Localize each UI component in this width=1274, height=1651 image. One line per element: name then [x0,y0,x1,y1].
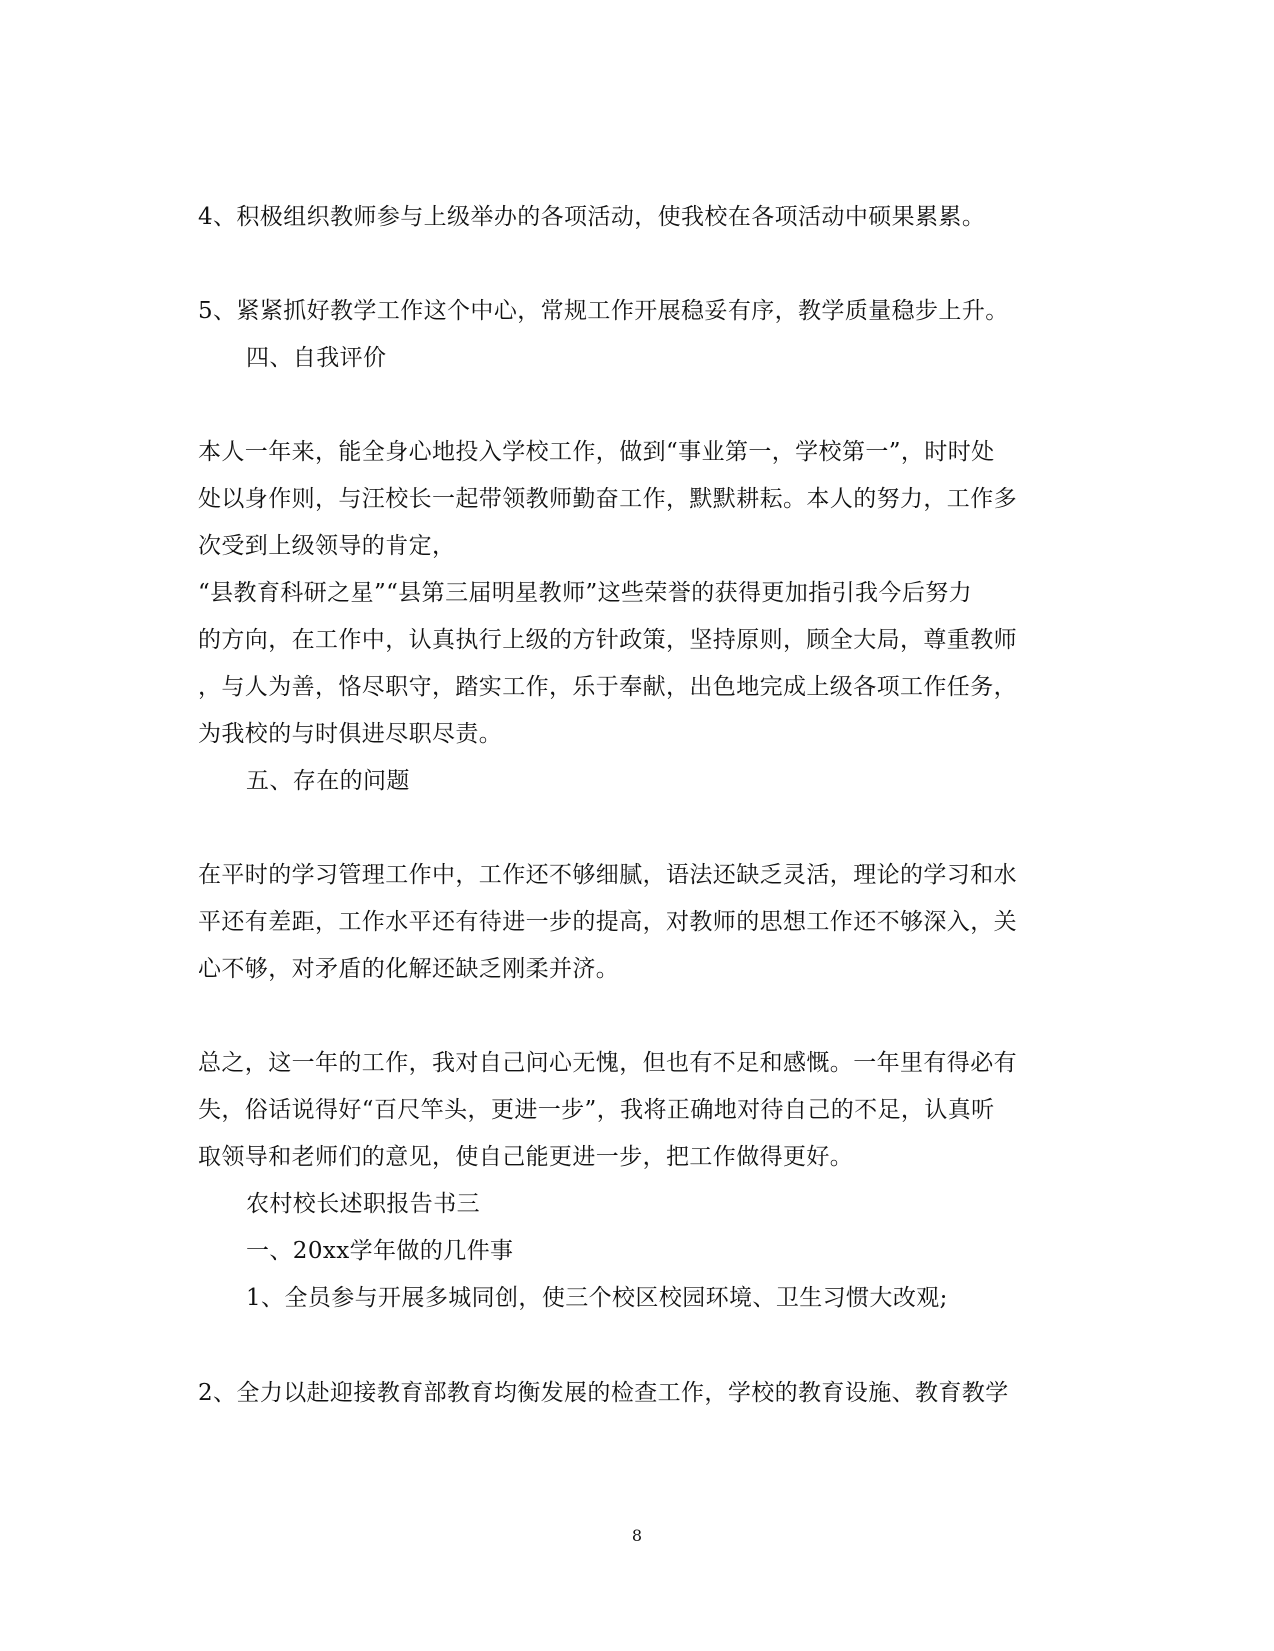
paragraph-line: 本人一年来，能全身心地投入学校工作，做到“事业第一，学校第一”，时时处 [198,439,995,465]
report-title: 农村校长述职报告书三 [246,1191,480,1217]
paragraph-line: 为我校的与时俱进尽职尽责。 [198,721,503,747]
paragraph-line: 在平时的学习管理工作中，工作还不够细腻，语法还缺乏灵活，理论的学习和水 [198,862,1017,888]
paragraph-line: 4、积极组织教师参与上级举办的各项活动，使我校在各项活动中硕果累累。 [198,204,986,230]
paragraph-line: “县教育科研之星”“县第三届明星教师”这些荣誉的获得更加指引我今后努力 [198,580,973,606]
paragraph-line: 次受到上级领导的肯定， [198,533,456,559]
section-heading: 五、存在的问题 [246,768,410,794]
paragraph-line: 心不够，对矛盾的化解还缺乏刚柔并济。 [198,956,620,982]
paragraph-line: ，与人为善，恪尽职守，踏实工作，乐于奉献，出色地完成上级各项工作任务， [198,674,1017,700]
paragraph-line: 取领导和老师们的意见，使自己能更进一步，把工作做得更好。 [198,1144,854,1170]
list-item: 1、全员参与开展多城同创，使三个校区校园环境、卫生习惯大改观; [246,1285,948,1311]
paragraph-line: 失，俗话说得好“百尺竿头，更进一步”，我将正确地对待自己的不足，认真听 [198,1097,995,1123]
section-heading: 一、20xx学年做的几件事 [246,1238,514,1264]
paragraph-line: 的方向，在工作中，认真执行上级的方针政策，坚持原则，顾全大局，尊重教师 [198,627,1017,653]
section-heading: 四、自我评价 [246,345,387,371]
paragraph-line: 处以身作则，与汪校长一起带领教师勤奋工作，默默耕耘。本人的努力，工作多 [198,486,1017,512]
page-number: 8 [631,1526,643,1545]
list-item: 2、全力以赴迎接教育部教育均衡发展的检查工作，学校的教育设施、教育教学 [198,1380,1009,1406]
paragraph-line: 总之，这一年的工作，我对自己问心无愧，但也有不足和感慨。一年里有得必有 [198,1050,1017,1076]
paragraph-line: 平还有差距，工作水平还有待进一步的提高，对教师的思想工作还不够深入，关 [198,909,1017,935]
paragraph-line: 5、紧紧抓好教学工作这个中心，常规工作开展稳妥有序，教学质量稳步上升。 [198,298,1009,324]
